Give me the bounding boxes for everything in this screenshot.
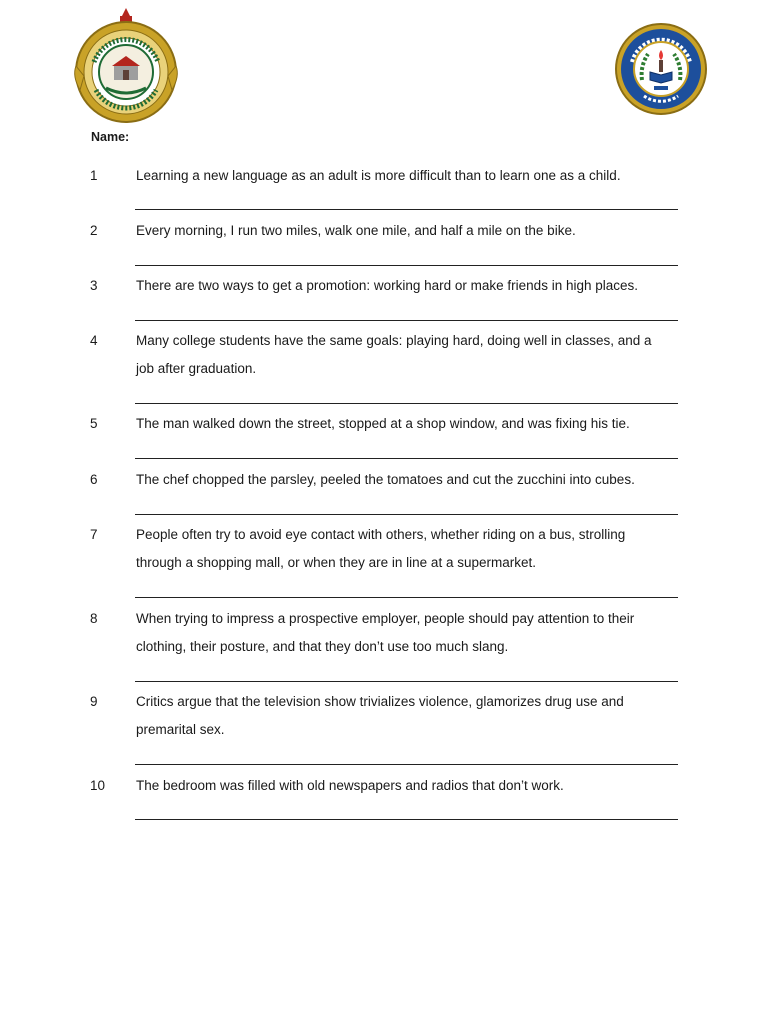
item-number: 9 — [90, 694, 98, 709]
answer-line[interactable] — [135, 764, 678, 765]
answer-line[interactable] — [135, 403, 678, 404]
item-sentence: People often try to avoid eye contact with others, whether riding on a bus, strolling through a shopping mall, or when they are in line at a supermarket. — [136, 527, 626, 570]
university-seal-icon — [70, 6, 182, 124]
item-number: 5 — [90, 416, 98, 431]
answer-line[interactable] — [135, 458, 678, 459]
item-sentence: Every morning, I run two miles, walk one mile, and half a mile on the bike. — [136, 223, 576, 238]
item-sentence: Many college students have the same goals: playing hard, doing well in classes, and a job after graduation. — [136, 333, 652, 376]
item-number: 7 — [90, 527, 98, 542]
university-seal-logo — [70, 6, 182, 124]
item-number: 8 — [90, 611, 98, 626]
item-number: 2 — [90, 223, 98, 238]
item-sentence: Critics argue that the television show trivializes violence, glamorizes drug use and premarital sex. — [136, 694, 624, 737]
item-sentence: The bedroom was filled with old newspapers and radios that don’t work. — [136, 778, 564, 793]
item-sentence: There are two ways to get a promotion: working hard or make friends in high places. — [136, 278, 638, 293]
item-number: 6 — [90, 472, 98, 487]
answer-line[interactable] — [135, 514, 678, 515]
item-number: 1 — [90, 168, 98, 183]
answer-line[interactable] — [135, 597, 678, 598]
item-number: 4 — [90, 333, 98, 348]
answer-line[interactable] — [135, 209, 678, 210]
answer-line[interactable] — [135, 265, 678, 266]
item-sentence: When trying to impress a prospective employer, people should pay attention to their clothing, their posture, and that they don’t use too much slang. — [136, 611, 635, 654]
name-label: Name: — [91, 130, 130, 144]
answer-line[interactable] — [135, 819, 678, 820]
item-number: 10 — [90, 778, 106, 793]
school-of-education-seal-icon — [614, 22, 708, 116]
item-sentence: Learning a new language as an adult is more difficult than to learn one as a child. — [136, 168, 621, 183]
item-sentence: The man walked down the street, stopped at a shop window, and was fixing his tie. — [136, 416, 630, 431]
item-number: 3 — [90, 278, 98, 293]
answer-line[interactable] — [135, 681, 678, 682]
answer-line[interactable] — [135, 320, 678, 321]
school-of-education-seal-logo — [614, 22, 708, 116]
item-sentence: The chef chopped the parsley, peeled the tomatoes and cut the zucchini into cubes. — [136, 472, 635, 487]
